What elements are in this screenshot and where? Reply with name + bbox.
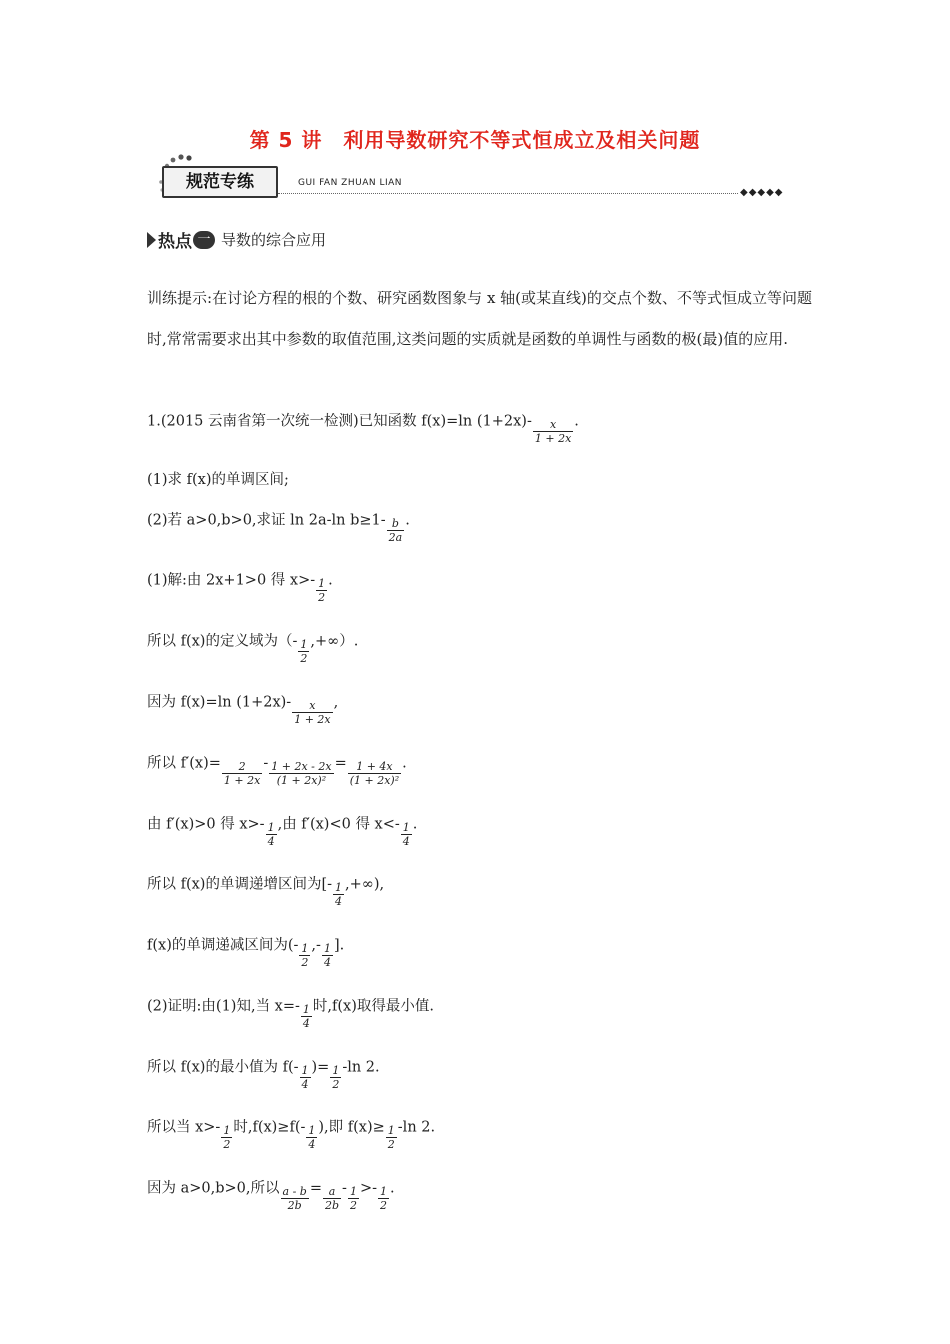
training-hint: 训练提示:在讨论方程的根的个数、研究函数图象与 x 轴(或某直线)的交点个数、不等式恒成立等问题时,常常需要求出其中参数的取值范围,这类问题的实质就是函数的单调性与函数的极(最)值的应用. (147, 289, 812, 348)
solution-line: 因为 f(x)=ln (1+2x)- $\frac{x}{1 + 2x}$ , (147, 694, 339, 726)
proof-line: 所以当 x>- $\frac{1}{2}$ 时,f(x)≥f(- $\frac{1}{4}$ ),即 f(x)≥ $\frac{1}{2}$ -ln 2. (147, 1119, 436, 1151)
proof-line: (2)证明:由(1)知,当 x=- $\frac{1}{4}$ 时,f(x)取得最小值. (147, 998, 434, 1030)
hotspot-number: 一 (193, 231, 215, 249)
banner-diamonds: ◆◆◆◆◆ (740, 187, 784, 198)
banner-divider (278, 193, 738, 194)
banner-pinyin: GUI FAN ZHUAN LIAN (298, 178, 403, 188)
solution-line: 所以 f(x)的定义域为（- $\frac{1}{2}$ ,+∞）. (147, 633, 359, 665)
solution-line: 所以 f(x)的单调递增区间为[- $\frac{1}{4}$ ,+∞), (147, 876, 385, 908)
problem-1-part-2: (2)若 a>0,b>0,求证 ln 2a-ln b≥1- $\frac{b}{2a}$ . (147, 512, 410, 544)
proof-line: 因为 a>0,b>0,所以 $\frac{a - b}{2b}$ = $\frac{a}{2b}$ - $\frac{1}{2}$ >- $\frac{1}{2}$ . (147, 1180, 395, 1212)
solution-line: f(x)的单调递减区间为(- $\frac{1}{2}$ ,- $\frac{1}{4}$ ]. (147, 937, 345, 969)
banner-label: 规范专练 (162, 166, 278, 198)
problem-1-part-1: (1)求 f(x)的单调区间; (147, 472, 289, 488)
solution-line: 由 f′(x)>0 得 x>- $\frac{1}{4}$ ,由 f′(x)<0 得 x<- $\frac{1}{4}$ . (147, 816, 418, 848)
page-title: 第 5 讲 利用导数研究不等式恒成立及相关问题 (249, 128, 701, 152)
solution-line: (1)解:由 2x+1>0 得 x>- $\frac{1}{2}$ . (147, 572, 333, 604)
triangle-icon (147, 232, 156, 248)
hotspot-tag: 热点 一 (147, 227, 215, 252)
hotspot-label: 导数的综合应用 (221, 231, 327, 249)
section-banner (150, 150, 800, 200)
hotspot-heading (147, 227, 326, 252)
problem-1: 1.(2015 云南省第一次统一检测)已知函数 f(x)=ln (1+2x)- $\frac{x}{1 + 2x}$ . (147, 413, 579, 445)
proof-line: 所以 f(x)的最小值为 f(- $\frac{1}{4}$ )= $\frac{1}{2}$ -ln 2. (147, 1059, 380, 1091)
solution-line: 所以 f′(x)= $\frac{2}{1 + 2x}$ - $\frac{1 + 2x - 2x}{\text{(1 + 2x)²}}$ = $\frac{1 + 4x}{\text{(1 + 2x)²}}$ . (147, 755, 407, 787)
